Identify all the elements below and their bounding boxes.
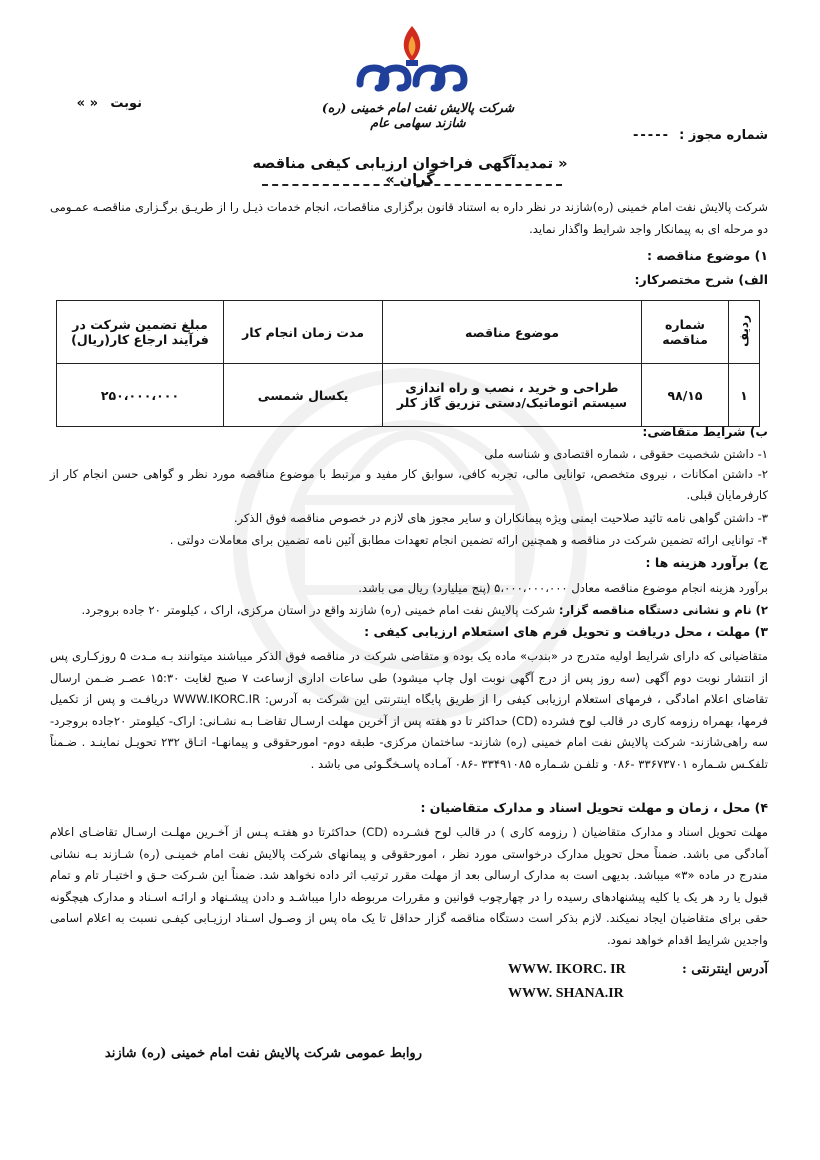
section3-heading: ۳) مهلت ، محل دریافت و تحویل فرم های استعلام ارزیابی کیفی : <box>364 624 768 639</box>
license-value: ----- <box>633 128 670 143</box>
link-shana[interactable]: WWW. SHANA.IR <box>508 986 624 1001</box>
section1-subheading: الف) شرح مختصرکار: <box>634 272 768 287</box>
section4-paragraph: مهلت تحویل اسناد و مدارک متقاضیان ( رزومه کاری ) در قالب لوح فشـرده (CD) حداکثرتا دو هفتـه پـس از آخـرین مهلـت ارسـال تقاضـای اعلام آمادگی می باشد. ضمناً محل تحویل مدارک درخواستی مورد نظر ، امورحقوقی و پیمانهای شرکت پالایش نفت امام خمینـی (ره) شـازند بـه نشانی مندرج در ماده «۳» میباشد. بدیهی است به مدارک ارسالی بعد از مهلت مقرر ترتیب اثر داده نخواهد شد. ضمناً این شـرکت حـق و اختیـار تام و تمام قبول یا رد هر یک یا کلیه پیشنهادهای رسیده را در چهارچوب قوانین و مقررات مربوطه دارا میباشـد و دادن پیشـنهاد و ارائـه اسـناد و مدارک هیچگونه حقی برای متقاضیان ایجاد نمیکند. لازم بذکر است دستگاه مناقصه گزار حداقل تا یک ماه پس از وصـول اسـناد ارزیـابی کیفـی نسبت به اعلام اسامی واجدین شرایط اقدام خواهد نمود. <box>50 825 768 947</box>
notice-title: « تمدیدآگهی فراخوان ارزیابی کیفی مناقصه گران » <box>252 156 568 188</box>
col-tender-subject: موضوع مناقصه <box>383 301 642 364</box>
intro-paragraph: شرکت پالایش نفت امام خمینی (ره)شازند در نظر داره به استناد قانون برگزاری مناقصات، انجام خدمات ذیـل را از طریـق برگـزاری مناقصـه عمـومی دو مرحله ای به پیمانکار واجد شرایط واگذار نماید. <box>50 200 768 236</box>
estimate-heading: ج) برآورد هزینه ها : <box>645 555 768 570</box>
table-row <box>57 364 760 427</box>
cell-guarantee-amount: ۲۵۰،۰۰۰،۰۰۰ <box>57 364 224 427</box>
section3-paragraph: متقاضیانی که دارای شرایط اولیه متدرج در «بندب» ماده یک بوده و متقاضی شرکت در مناقصه فوق الذکر میباشند میتوانند بـه مـدت ۵ روزکـاری پس از انتشار نوبت دوم آگهی (سه روز پس از درج آگهی نوبت اول چاپ میشود) طی ساعات اداری ازساعت ۷ صبح لغایت ۱۵:۳۰ عصـر ضـمن ارسال تقاضای اعلام امادگی ، فرمهای استعلام ارزیابی کیفی را از طریق پایگاه اینترنتی این شرکت به آدرس: WWW.IKORC.IR دریافـت و پس از تکمیل فرمها، بهمراه رزومه کاری در قالب لوح فشرده (CD) حداکثر تا دو هفته پس از آخرین مهلت ارسـال تقاضـا بـه نشـانی: اراک- کیلومتر ۲۰جاده بروجرد- سه راهی‌شازند- شرکت پالایش نفت امام خمینی (ره) شازند- ساختمان مرکزی- طبقه دوم- امورحقوقی و پیمانهـا- اتـاق ۲۳۲ تحویـل نماینـد . ضـمناً تلفکـس شـماره ۳۳۶۷۳۷۰۱ -۰۸۶ و تلفـن شـماره ۳۳۴۹۱۰۸۵ -۰۸۶ آمـاده پاسـخگـوئی می باشد . <box>50 649 769 771</box>
condition-item: ۳- داشتن گواهی نامه تائید صلاحیت ایمنی ویژه پیمانکاران و سایر مجوز های لازم در خصوص مناقصه فوق الذکر. <box>233 511 768 525</box>
col-row-number: ردیف <box>729 301 760 364</box>
tender-table <box>56 300 760 427</box>
cell-row-number: ۱ <box>729 364 760 427</box>
title-divider <box>262 184 562 186</box>
section4-heading: ۴) محل ، زمان و مهلت تحویل اسناد و مدارک متقاضیان : <box>420 800 768 815</box>
section1-heading: ۱) موضوع مناقصه : <box>646 248 768 263</box>
col-duration: مدت زمان انجام کار <box>224 301 383 364</box>
internet-label: آدرس اینترنتی : <box>681 962 768 977</box>
round-label: نوبت <box>110 96 142 111</box>
condition-item: ۱- داشتن شخصیت حقوقی ، شماره اقتصادی و شناسه ملی <box>484 447 768 461</box>
license-label: شماره مجوز : <box>679 128 768 143</box>
section2-text: شرکت پالایش نفت امام خمینی (ره) شازند واقع در استان مرکزی، اراک ، کیلومتر ۲۰ جاده بروجرد. <box>81 603 556 617</box>
conditions-heading: ب) شرایط متقاضی: <box>642 424 768 439</box>
col-tender-number: شماره مناقصه <box>642 301 729 364</box>
cell-tender-number: ۹۸/۱۵ <box>642 364 729 427</box>
round-value: « » <box>76 96 98 111</box>
condition-item: ۴- توانایی ارائه تضمین شرکت در مناقصه و همچنین ارائه تضمین انجام تعهدات مطابق آئین نامه تضمین برای معاملات دولتی . <box>169 533 768 547</box>
company-brand-name: شرکت پالایش نفت امام خمینی (ره) شازند سهامی عام <box>321 100 515 130</box>
condition-item: ۲- داشتن امکانات ، نیروی متخصص، توانایی مالی، تجربه کافی، سوابق کار مفید و مرتبط با موضوع مناقصه مورد نظر و گواهی حسن انجام کار از کارفرمایان قبلی. <box>50 467 768 502</box>
footer-public-relations: روابط عمومی شرکت پالایش نفت امام خمینی (ره) شازند <box>104 1046 422 1061</box>
col-guarantee-amount: مبلغ تضمین شرکت در فرآیند ارجاع کار(ریال) <box>57 301 224 364</box>
table-header-row <box>57 301 760 364</box>
section2-line <box>50 600 768 621</box>
estimate-text: برآورد هزینه انجام موضوع مناقصه معادل ۵،۰۰۰،۰۰۰،۰۰۰ (پنج میلیارد) ریال می باشد. <box>358 581 768 595</box>
link-ikorc[interactable]: WWW. IKORC. IR <box>508 962 626 977</box>
section2-heading: ۲) نام و نشانی دستگاه مناقصه گزار: <box>558 603 768 617</box>
cell-duration: یکسال شمسی <box>224 364 383 427</box>
cell-tender-subject: طراحی و خرید ، نصب و راه اندازی سیستم اتوماتیک/دستی تزریق گاز کلر <box>383 364 642 427</box>
nioc-logo-icon <box>352 22 472 96</box>
